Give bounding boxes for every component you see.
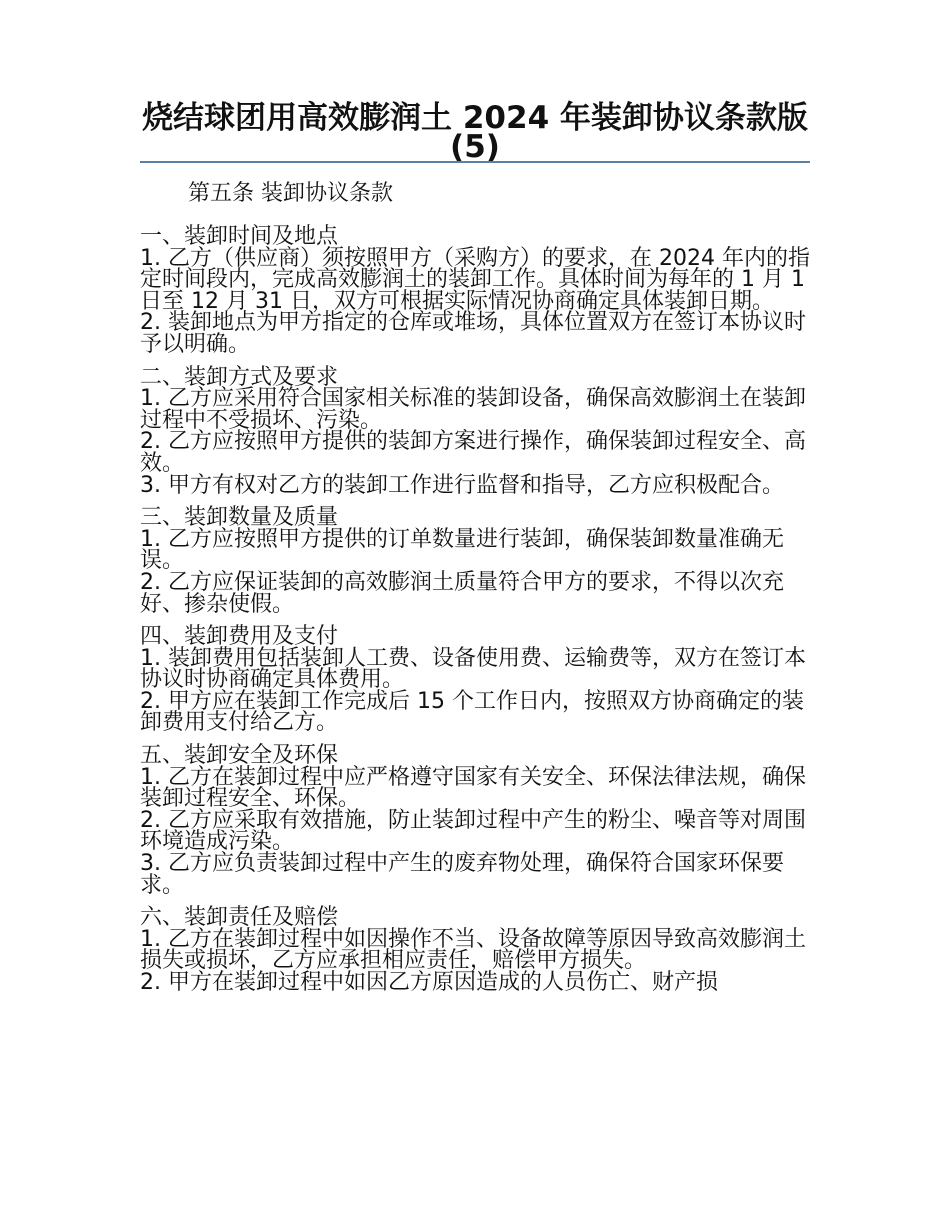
clause-item: 3. 甲方有权对乙方的装卸工作进行监督和指导，乙方应积极配合。 xyxy=(140,472,784,498)
document-title: 烧结球团用高效膨润土 2024 年装卸协议条款版(5) xyxy=(142,100,808,165)
title-divider xyxy=(140,161,810,163)
clause-item: 1. 乙方应采用符合国家相关标准的装卸设备，确保高效膨润土在装卸过程中不受损坏、污染。 xyxy=(140,386,806,433)
section-heading: 二、装卸方式及要求 xyxy=(140,364,339,390)
clause-item: 1. 装卸费用包括装卸人工费、设备使用费、运输费等，双方在签订本协议时协商确定具体费用。 xyxy=(140,645,806,693)
section-heading: 四、装卸费用及支付 xyxy=(140,624,339,650)
section-heading: 三、装卸数量及质量 xyxy=(140,505,339,531)
document-body xyxy=(140,226,810,1005)
section-loading-time-place xyxy=(140,226,810,356)
section-heading: 一、装卸时间及地点 xyxy=(140,224,339,249)
clause-item: 1. 乙方应按照甲方提供的订单数量进行装卸，确保装卸数量准确无误。 xyxy=(140,526,784,574)
clause-item: 2. 甲方应在装卸工作完成后 15 个工作日内，按照双方协商确定的装卸费用支付给乙方。 xyxy=(140,688,804,736)
clause-item: 2. 装卸地点为甲方指定的仓库或堆场，具体位置双方在签订本协议时予以明确。 xyxy=(140,310,806,357)
section-heading: 六、装卸责任及赔偿 xyxy=(140,905,339,931)
clause-item: 2. 乙方应保证装卸的高效膨润土质量符合甲方的要求，不得以次充好、掺杂使假。 xyxy=(140,569,784,617)
clause-item: 3. 乙方应负责装卸过程中产生的废弃物处理，确保符合国家环保要求。 xyxy=(140,851,784,898)
clause-item: 2. 乙方应采取有效措施，防止装卸过程中产生的粉尘、噪音等对周围环境造成污染。 xyxy=(140,807,806,855)
clause-item: 2. 甲方在装卸过程中如因乙方原因造成的人员伤亡、财产损 xyxy=(140,970,718,995)
section-fees-payment xyxy=(140,626,810,734)
section-quantity-quality xyxy=(140,507,810,615)
section-loading-method xyxy=(140,364,810,498)
section-heading: 五、装卸安全及环保 xyxy=(140,743,339,769)
section-safety-environment xyxy=(140,745,810,896)
clause-item: 1. 乙方（供应商）须按照甲方（采购方）的要求，在 2024 年内的指定时间段内，完成高效膨润土的装卸工作。具体时间为每年的 1 月 1 日至 12 月 31 日，双方可根据实际情况协商确定具体装卸日期。 xyxy=(140,245,810,314)
clause-item: 2. 乙方应按照甲方提供的装卸方案进行操作，确保装卸过程安全、高效。 xyxy=(140,429,806,476)
section-liability-compensation xyxy=(140,907,810,993)
clause-item: 1. 乙方在装卸过程中应严格遵守国家有关安全、环保法律法规，确保装卸过程安全、环保。 xyxy=(140,764,806,812)
article-heading: 第五条 装卸协议条款 xyxy=(188,181,393,206)
clause-item: 1. 乙方在装卸过程中如因操作不当、设备故障等原因导致高效膨润土损失或损坏，乙方应承担相应责任，赔偿甲方损失。 xyxy=(140,926,806,974)
